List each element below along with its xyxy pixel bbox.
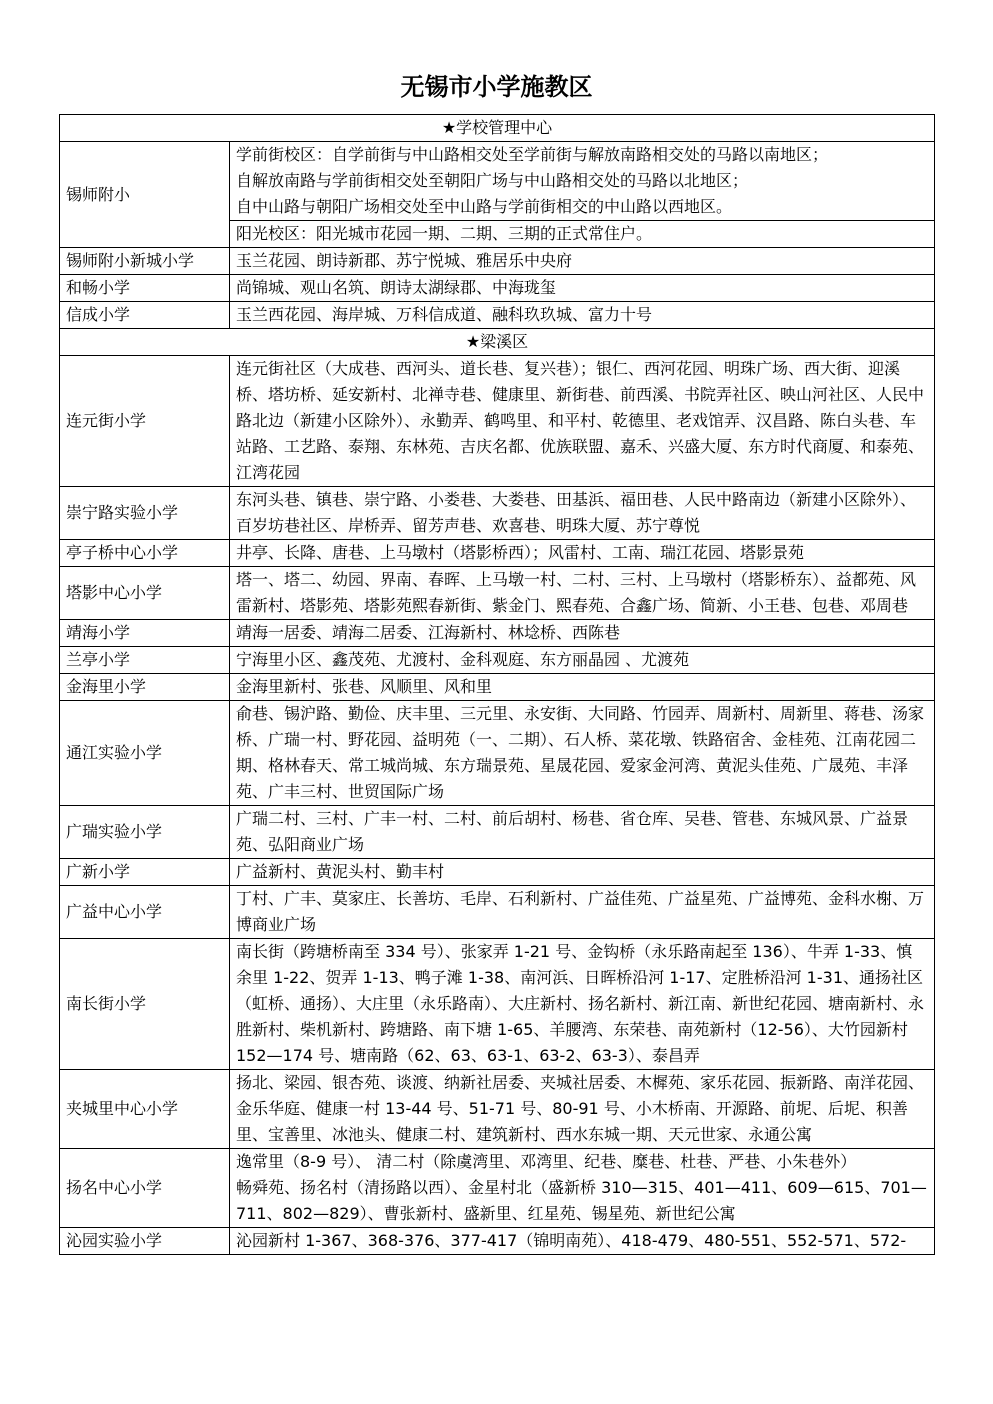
attendance-area: 塔一、塔二、幼园、界南、春晖、上马墩一村、二村、三村、上马墩村（塔影桥东）、益都苑、风雷新村、塔影苑、塔影苑熙春新街、紫金门、熙春苑、合鑫广场、简新、小王巷、包巷、邓周巷	[230, 567, 935, 620]
school-name: 广益中心小学	[60, 886, 230, 939]
section-header: ★学校管理中心	[60, 115, 935, 142]
school-name: 金海里小学	[60, 674, 230, 701]
school-name: 信成小学	[60, 302, 230, 329]
table-row	[60, 647, 935, 674]
attendance-area: 丁村、广丰、莫家庄、长善坊、毛岸、石利新村、广益佳苑、广益星苑、广益博苑、金科水榭、万博商业广场	[230, 886, 935, 939]
school-name: 和畅小学	[60, 275, 230, 302]
table-row	[60, 859, 935, 886]
school-name: 通江实验小学	[60, 701, 230, 806]
section-header: ★梁溪区	[60, 329, 935, 356]
table-row	[60, 1149, 935, 1228]
attendance-area	[230, 1149, 935, 1228]
school-name: 扬名中心小学	[60, 1149, 230, 1228]
school-name: 广新小学	[60, 859, 230, 886]
school-name: 塔影中心小学	[60, 567, 230, 620]
attendance-area: 东河头巷、镇巷、崇宁路、小娄巷、大娄巷、田基浜、福田巷、人民中路南边（新建小区除外）、百岁坊巷社区、岸桥弄、留芳声巷、欢喜巷、明珠大厦、苏宁尊悦	[230, 487, 935, 540]
attendance-area: 宁海里小区、鑫茂苑、尤渡村、金科观庭、东方丽晶园 、尤渡苑	[230, 647, 935, 674]
area-line: 逸常里（8-9 号）、 清二村（除虞湾里、邓湾里、纪巷、糜巷、杜巷、严巷、小朱巷外）	[236, 1152, 857, 1171]
school-name: 沁园实验小学	[60, 1228, 230, 1255]
school-name: 南长街小学	[60, 939, 230, 1070]
school-name: 锡师附小新城小学	[60, 248, 230, 275]
school-name: 兰亭小学	[60, 647, 230, 674]
table-row	[60, 939, 935, 1070]
area-line: 自中山路与朝阳广场相交处至中山路与学前街相交的中山路以西地区。	[236, 197, 733, 216]
table-row	[60, 540, 935, 567]
attendance-area: 广益新村、黄泥头村、勤丰村	[230, 859, 935, 886]
attendance-area: 广瑞二村、三村、广丰一村、二村、前后胡村、杨巷、省仓库、吴巷、管巷、东城风景、广益景苑、弘阳商业广场	[230, 806, 935, 859]
table-row	[60, 275, 935, 302]
table-row	[60, 1228, 935, 1255]
district-table	[59, 114, 935, 1255]
attendance-area: 玉兰西花园、海岸城、万科信成道、融科玖玖城、富力十号	[230, 302, 935, 329]
attendance-area: 金海里新村、张巷、风顺里、风和里	[230, 674, 935, 701]
attendance-area: 俞巷、锡沪路、勤俭、庆丰里、三元里、永安街、大同路、竹园弄、周新村、周新里、蒋巷、汤家桥、广瑞一村、野花园、益明苑（一、二期）、石人桥、菜花墩、铁路宿舍、金桂苑、江南花园二期、格林春天、常工城尚城、东方瑞景苑、星晟花园、爱家金河湾、黄泥头佳苑、广晟苑、丰泽苑、广丰三村、世贸国际广场	[230, 701, 935, 806]
table-row	[60, 674, 935, 701]
school-name: 锡师附小	[60, 142, 230, 248]
section-header-row	[60, 329, 935, 356]
section-header-row	[60, 115, 935, 142]
attendance-area: 扬北、梁园、银杏苑、谈渡、纳新社居委、夹城社居委、木樨苑、家乐花园、振新路、南洋花园、金乐华庭、健康一村 13-44 号、51-71 号、80-91 号、小木桥南、开源路、前坭、后坭、积善里、宝善里、冰池头、健康二村、建筑新村、西水东城一期、天元世家、永通公寓	[230, 1070, 935, 1149]
school-name: 崇宁路实验小学	[60, 487, 230, 540]
area-line: 学前街校区：自学前街与中山路相交处至学前街与解放南路相交处的马路以南地区；	[236, 145, 829, 164]
school-name: 亭子桥中心小学	[60, 540, 230, 567]
attendance-area: 井亭、长降、唐巷、上马墩村（塔影桥西）；风雷村、工南、瑞江花园、塔影景苑	[230, 540, 935, 567]
attendance-area: 沁园新村 1-367、368-376、377-417（锦明南苑）、418-479、480-551、552-571、572-	[230, 1228, 935, 1255]
table-row	[60, 567, 935, 620]
table-row	[60, 620, 935, 647]
table-row	[60, 356, 935, 487]
attendance-area: 玉兰花园、朗诗新郡、苏宁悦城、雅居乐中央府	[230, 248, 935, 275]
area-line: 自解放南路与学前街相交处至朝阳广场与中山路相交处的马路以北地区；	[236, 171, 749, 190]
page-title: 无锡市小学施教区	[400, 73, 593, 101]
table-row	[60, 806, 935, 859]
table-row	[60, 248, 935, 275]
school-name: 靖海小学	[60, 620, 230, 647]
school-name: 连元街小学	[60, 356, 230, 487]
school-name: 广瑞实验小学	[60, 806, 230, 859]
attendance-area: 靖海一居委、靖海二居委、江海新村、林埝桥、西陈巷	[230, 620, 935, 647]
attendance-area: 连元街社区（大成巷、西河头、道长巷、复兴巷）；银仁、西河花园、明珠广场、西大街、迎溪桥、塔坊桥、延安新村、北禅寺巷、健康里、新街巷、前西溪、书院弄社区、映山河社区、人民中路北边（新建小区除外）、永勤弄、鹤鸣里、和平村、乾德里、老戏馆弄、汉昌路、陈白头巷、车站路、工艺路、泰翔、东林苑、吉庆名都、优族联盟、嘉禾、兴盛大厦、东方时代商厦、和泰苑、江湾花园	[230, 356, 935, 487]
attendance-area: 尚锦城、观山名筑、朗诗太湖绿郡、中海珑玺	[230, 275, 935, 302]
table-row	[60, 701, 935, 806]
table-row	[60, 886, 935, 939]
attendance-area: 阳光校区：阳光城市花园一期、二期、三期的正式常住户。	[230, 221, 935, 248]
table-row	[60, 142, 935, 221]
table-row	[60, 487, 935, 540]
table-row	[60, 302, 935, 329]
school-name: 夹城里中心小学	[60, 1070, 230, 1149]
attendance-area	[230, 142, 935, 221]
table-row	[60, 1070, 935, 1149]
area-line: 畅舜苑、扬名村（清扬路以西）、金星村北（盛新桥 310—315、401—411、609—615、701—711、802—829）、曹张新村、盛新里、红星苑、锡星苑、新世纪公寓	[236, 1178, 927, 1223]
attendance-area: 南长街（跨塘桥南至 334 号）、张家弄 1-21 号、金钩桥（永乐路南起至 136）、牛弄 1-33、慎余里 1-22、贺弄 1-13、鸭子滩 1-38、南河浜、日晖桥沿河 1-17、定胜桥沿河 1-31、通扬社区（虹桥、通扬）、大庄里（永乐路南）、大庄新村、扬名新村、新江南、新世纪花园、塘南新村、永胜新村、柴机新村、跨塘路、南下塘 1-65、羊腰湾、东荣巷、南苑新村（12-56）、大竹园新村 152—174 号、塘南路（62、63、63-1、63-2、63-3）、泰昌弄	[230, 939, 935, 1070]
